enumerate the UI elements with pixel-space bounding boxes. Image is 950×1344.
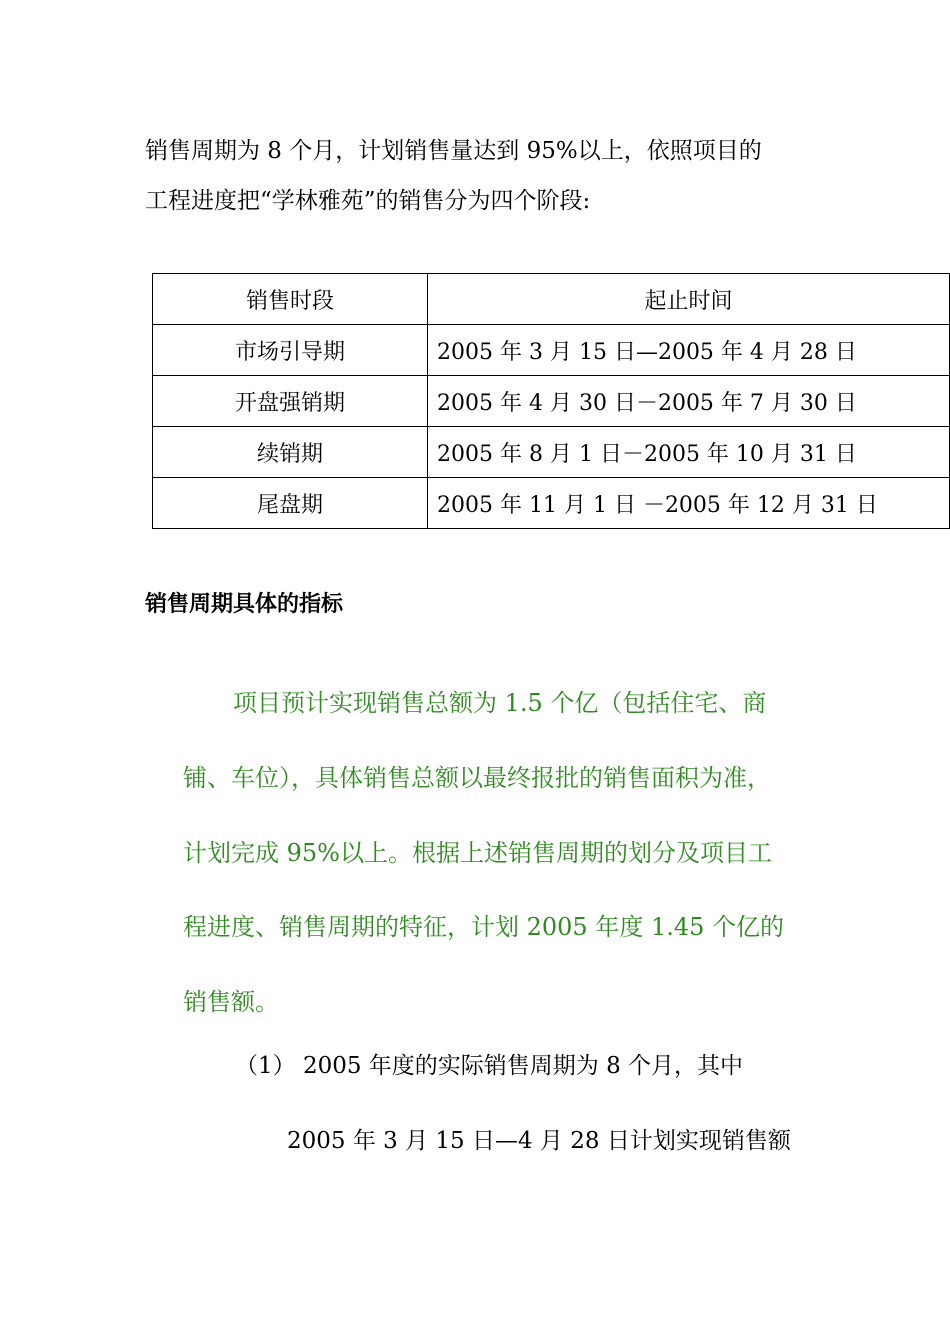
header-sales-period: 销售时段 [153,274,428,325]
table-cell-period: 市场引导期 [153,325,428,376]
paragraph-line: 销售额。 [183,988,279,1016]
header-start-end-time: 起止时间 [428,274,950,325]
table-cell-dates: 2005 年 11 月 1 日 －2005 年 12 月 31 日 [428,478,950,529]
table-cell-period: 尾盘期 [153,478,428,529]
list-item-1: （1） 2005 年度的实际销售周期为 8 个月，其中 [235,1053,744,1079]
table-cell-period: 续销期 [153,427,428,478]
table-cell-dates: 2005 年 8 月 1 日－2005 年 10 月 31 日 [428,427,950,478]
paragraph-line: 计划完成 95%以上。根据上述销售周期的划分及项目工 [183,839,772,867]
intro-line-2: 工程进度把“学林雅苑”的销售分为四个阶段: [145,188,591,214]
table-row [153,325,950,376]
paragraph-line: 程进度、销售周期的特征，计划 2005 年度 1.45 个亿的 [183,913,785,941]
sales-schedule-table [152,273,950,529]
paragraph-line: 铺、车位），具体销售总额以最终报批的销售面积为准， [183,764,771,792]
list-item-1-continued: 2005 年 3 月 15 日—4 月 28 日计划实现销售额 [287,1128,791,1154]
intro-line-1: 销售周期为 8 个月，计划销售量达到 95%以上，依照项目的 [145,138,762,164]
table-cell-dates: 2005 年 3 月 15 日—2005 年 4 月 28 日 [428,325,950,376]
table-cell-period: 开盘强销期 [153,376,428,427]
table-cell-dates: 2005 年 4 月 30 日－2005 年 7 月 30 日 [428,376,950,427]
table-row [153,376,950,427]
table-row [153,478,950,529]
section-heading: 销售周期具体的指标 [145,592,344,617]
table-header-row [153,274,950,325]
table-row [153,427,950,478]
paragraph-line: 项目预计实现销售总额为 1.5 个亿（包括住宅、商 [233,689,767,717]
